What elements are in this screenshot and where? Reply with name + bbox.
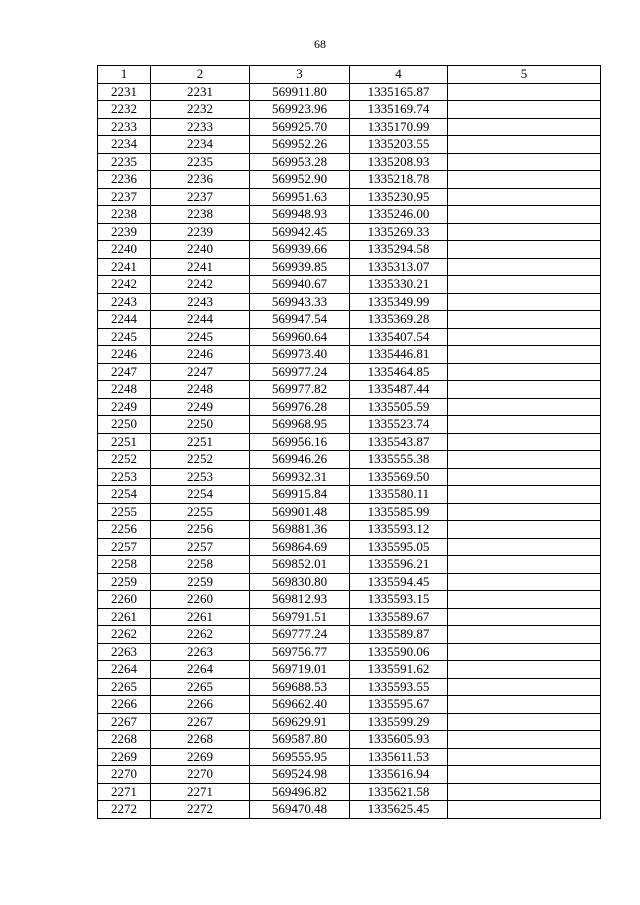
- table-cell: 1335294.58: [350, 241, 448, 259]
- page-number: 68: [314, 37, 326, 51]
- table-cell: [448, 503, 601, 521]
- table-cell: 2244: [98, 311, 151, 329]
- table-cell: 2247: [98, 363, 151, 381]
- table-cell: [448, 731, 601, 749]
- table-row: [98, 696, 601, 714]
- table-cell: 2254: [98, 486, 151, 504]
- table-cell: [448, 451, 601, 469]
- table-cell: 1335595.05: [350, 538, 448, 556]
- table-cell: [448, 643, 601, 661]
- table-cell: [448, 661, 601, 679]
- table-cell: 1335230.95: [350, 188, 448, 206]
- table-cell: 569947.54: [250, 311, 350, 329]
- table-row: [98, 731, 601, 749]
- table-cell: 569881.36: [250, 521, 350, 539]
- table-cell: 569719.01: [250, 661, 350, 679]
- table-row: [98, 363, 601, 381]
- table-cell: 1335595.67: [350, 696, 448, 714]
- table-cell: 2248: [98, 381, 151, 399]
- table-cell: [448, 276, 601, 294]
- table-cell: 2241: [151, 258, 250, 276]
- table-cell: 1335446.81: [350, 346, 448, 364]
- table-cell: 2272: [151, 801, 250, 819]
- table-row: [98, 153, 601, 171]
- table-cell: 2270: [98, 766, 151, 784]
- table-cell: 2250: [98, 416, 151, 434]
- table-cell: 2265: [151, 678, 250, 696]
- table-cell: 2261: [151, 608, 250, 626]
- table-cell: 1335590.06: [350, 643, 448, 661]
- table-cell: 1335621.58: [350, 783, 448, 801]
- table-cell: [448, 311, 601, 329]
- table-cell: 1335246.00: [350, 206, 448, 224]
- table-cell: 569973.40: [250, 346, 350, 364]
- table-row: [98, 626, 601, 644]
- table-row: [98, 346, 601, 364]
- table-cell: [448, 346, 601, 364]
- table-cell: 2266: [98, 696, 151, 714]
- table-cell: 2242: [151, 276, 250, 294]
- table-row: [98, 801, 601, 819]
- table-cell: [448, 573, 601, 591]
- table-cell: [448, 171, 601, 189]
- table-cell: 569953.28: [250, 153, 350, 171]
- coordinates-table: [97, 65, 601, 819]
- table-cell: 2271: [151, 783, 250, 801]
- table-cell: [448, 766, 601, 784]
- table-cell: 1335596.21: [350, 556, 448, 574]
- table-cell: 2256: [151, 521, 250, 539]
- table-cell: 1335625.45: [350, 801, 448, 819]
- table-cell: 2261: [98, 608, 151, 626]
- table-cell: [448, 486, 601, 504]
- table-cell: 1335407.54: [350, 328, 448, 346]
- table-cell: 2269: [98, 748, 151, 766]
- table-cell: 2254: [151, 486, 250, 504]
- table-cell: 569791.51: [250, 608, 350, 626]
- table-cell: 1335593.12: [350, 521, 448, 539]
- table-row: [98, 276, 601, 294]
- table-cell: 1335616.94: [350, 766, 448, 784]
- table-cell: 569952.26: [250, 136, 350, 154]
- table-cell: 569901.48: [250, 503, 350, 521]
- table-cell: 1335330.21: [350, 276, 448, 294]
- table-cell: 1335605.93: [350, 731, 448, 749]
- table-cell: 2252: [98, 451, 151, 469]
- table-row: [98, 171, 601, 189]
- table-cell: 2251: [151, 433, 250, 451]
- header-cell: 2: [151, 66, 250, 84]
- table-row: [98, 328, 601, 346]
- table-cell: 2255: [98, 503, 151, 521]
- header-cell: 1: [98, 66, 151, 84]
- table-cell: 569688.53: [250, 678, 350, 696]
- table-cell: 2243: [98, 293, 151, 311]
- table-cell: 569911.80: [250, 83, 350, 101]
- table-cell: 2248: [151, 381, 250, 399]
- table-cell: 569976.28: [250, 398, 350, 416]
- table-cell: 2255: [151, 503, 250, 521]
- table-cell: 2245: [151, 328, 250, 346]
- table-row: [98, 643, 601, 661]
- table-cell: 569662.40: [250, 696, 350, 714]
- table-cell: 569812.93: [250, 591, 350, 609]
- table-cell: 1335555.38: [350, 451, 448, 469]
- table-row: [98, 398, 601, 416]
- table-cell: 1335464.85: [350, 363, 448, 381]
- table-cell: 1335585.99: [350, 503, 448, 521]
- table-cell: 1335523.74: [350, 416, 448, 434]
- table-cell: [448, 468, 601, 486]
- table-cell: 569852.01: [250, 556, 350, 574]
- table-row: [98, 783, 601, 801]
- table-cell: [448, 713, 601, 731]
- header-cell: 4: [350, 66, 448, 84]
- table-row: [98, 188, 601, 206]
- table-row: [98, 608, 601, 626]
- table-cell: 2272: [98, 801, 151, 819]
- table-cell: 2237: [98, 188, 151, 206]
- table-cell: 2265: [98, 678, 151, 696]
- table-row: [98, 293, 601, 311]
- table-cell: 2257: [151, 538, 250, 556]
- table-cell: [448, 783, 601, 801]
- table-cell: 2259: [151, 573, 250, 591]
- table-row: [98, 573, 601, 591]
- table-cell: [448, 678, 601, 696]
- table-cell: [448, 538, 601, 556]
- table-cell: 2231: [151, 83, 250, 101]
- table-cell: 2271: [98, 783, 151, 801]
- table-cell: 569496.82: [250, 783, 350, 801]
- table-row: [98, 311, 601, 329]
- table-row: [98, 136, 601, 154]
- table-cell: 569629.91: [250, 713, 350, 731]
- table-cell: 1335165.87: [350, 83, 448, 101]
- table-cell: 569977.82: [250, 381, 350, 399]
- table-cell: [448, 398, 601, 416]
- table-cell: 2240: [151, 241, 250, 259]
- table-cell: 569951.63: [250, 188, 350, 206]
- table-cell: 2238: [151, 206, 250, 224]
- table-header: [98, 66, 601, 84]
- table-cell: 2258: [98, 556, 151, 574]
- table-cell: [448, 416, 601, 434]
- table-row: [98, 748, 601, 766]
- table-cell: 1335543.87: [350, 433, 448, 451]
- table-cell: [448, 153, 601, 171]
- table-cell: 1335593.55: [350, 678, 448, 696]
- table-cell: 2266: [151, 696, 250, 714]
- table-cell: 2246: [151, 346, 250, 364]
- table-cell: [448, 241, 601, 259]
- table-cell: 2269: [151, 748, 250, 766]
- table-cell: 2236: [151, 171, 250, 189]
- table-row: [98, 468, 601, 486]
- header-cell: 5: [448, 66, 601, 84]
- table-cell: 569942.45: [250, 223, 350, 241]
- table-cell: [448, 381, 601, 399]
- table-cell: 1335589.87: [350, 626, 448, 644]
- table-row: [98, 661, 601, 679]
- table-cell: 2268: [151, 731, 250, 749]
- table-cell: 2234: [98, 136, 151, 154]
- table-cell: [448, 591, 601, 609]
- table-cell: 569932.31: [250, 468, 350, 486]
- table-cell: 1335569.50: [350, 468, 448, 486]
- table-cell: 569939.66: [250, 241, 350, 259]
- table-cell: 2234: [151, 136, 250, 154]
- table-cell: 2257: [98, 538, 151, 556]
- table-cell: 569943.33: [250, 293, 350, 311]
- table-cell: 2268: [98, 731, 151, 749]
- table-cell: 569587.80: [250, 731, 350, 749]
- table-cell: 1335169.74: [350, 101, 448, 119]
- table-cell: 2241: [98, 258, 151, 276]
- table-cell: 1335203.55: [350, 136, 448, 154]
- table-cell: 1335218.78: [350, 171, 448, 189]
- table-cell: 2263: [98, 643, 151, 661]
- table-cell: 2258: [151, 556, 250, 574]
- table-cell: [448, 626, 601, 644]
- table-cell: 2253: [98, 468, 151, 486]
- table-cell: 2260: [98, 591, 151, 609]
- table-row: [98, 206, 601, 224]
- table-row: [98, 503, 601, 521]
- table-cell: [448, 801, 601, 819]
- table-cell: 1335580.11: [350, 486, 448, 504]
- table-cell: [448, 118, 601, 136]
- table-cell: 569777.24: [250, 626, 350, 644]
- table-row: [98, 433, 601, 451]
- table-row: [98, 83, 601, 101]
- table-cell: 1335593.15: [350, 591, 448, 609]
- table-cell: 1335269.33: [350, 223, 448, 241]
- table-cell: 569939.85: [250, 258, 350, 276]
- table-cell: [448, 521, 601, 539]
- table-row: [98, 241, 601, 259]
- table-cell: 2253: [151, 468, 250, 486]
- table-cell: 2240: [98, 241, 151, 259]
- table-cell: 2256: [98, 521, 151, 539]
- table-cell: 1335313.07: [350, 258, 448, 276]
- table-cell: 2245: [98, 328, 151, 346]
- table-cell: 2260: [151, 591, 250, 609]
- table-cell: 2232: [98, 101, 151, 119]
- table-row: [98, 416, 601, 434]
- table-cell: 2270: [151, 766, 250, 784]
- table-cell: 2235: [151, 153, 250, 171]
- table-cell: 2264: [151, 661, 250, 679]
- table-row: [98, 538, 601, 556]
- table-cell: 1335591.62: [350, 661, 448, 679]
- table-row: [98, 451, 601, 469]
- table-cell: [448, 696, 601, 714]
- table-row: [98, 713, 601, 731]
- table-cell: 1335505.59: [350, 398, 448, 416]
- table-cell: 2250: [151, 416, 250, 434]
- table-cell: 569940.67: [250, 276, 350, 294]
- table-cell: 2238: [98, 206, 151, 224]
- table-row: [98, 118, 601, 136]
- table-cell: 2252: [151, 451, 250, 469]
- table-cell: 569925.70: [250, 118, 350, 136]
- table-cell: 569524.98: [250, 766, 350, 784]
- table-cell: [448, 83, 601, 101]
- table-cell: 2233: [151, 118, 250, 136]
- table-body: [98, 83, 601, 818]
- table-cell: [448, 556, 601, 574]
- table-cell: 569470.48: [250, 801, 350, 819]
- table-cell: 1335369.28: [350, 311, 448, 329]
- table-cell: 569915.84: [250, 486, 350, 504]
- table-cell: [448, 608, 601, 626]
- table-cell: 2263: [151, 643, 250, 661]
- table-cell: 2233: [98, 118, 151, 136]
- table-row: [98, 556, 601, 574]
- table-row: [98, 101, 601, 119]
- table-cell: 2259: [98, 573, 151, 591]
- table-cell: 1335487.44: [350, 381, 448, 399]
- table-cell: [448, 328, 601, 346]
- table-cell: 569555.95: [250, 748, 350, 766]
- table-cell: 569952.90: [250, 171, 350, 189]
- table-cell: 1335170.99: [350, 118, 448, 136]
- table-cell: 569864.69: [250, 538, 350, 556]
- table-cell: 2237: [151, 188, 250, 206]
- table-cell: 2267: [151, 713, 250, 731]
- table-cell: 2239: [98, 223, 151, 241]
- table-cell: 2239: [151, 223, 250, 241]
- table-cell: [448, 188, 601, 206]
- table-cell: 2242: [98, 276, 151, 294]
- table-row: [98, 223, 601, 241]
- table-cell: 2246: [98, 346, 151, 364]
- table-row: [98, 381, 601, 399]
- table-cell: 2262: [98, 626, 151, 644]
- table-cell: 569756.77: [250, 643, 350, 661]
- table-cell: [448, 748, 601, 766]
- table-row: [98, 766, 601, 784]
- table-cell: 569946.26: [250, 451, 350, 469]
- table-cell: [448, 136, 601, 154]
- table-cell: 569977.24: [250, 363, 350, 381]
- table-row: [98, 678, 601, 696]
- header-row: [98, 66, 601, 84]
- table-cell: 2236: [98, 171, 151, 189]
- table-cell: 569948.93: [250, 206, 350, 224]
- table-cell: 1335349.99: [350, 293, 448, 311]
- table-cell: [448, 206, 601, 224]
- header-cell: 3: [250, 66, 350, 84]
- table-cell: 2235: [98, 153, 151, 171]
- table-cell: 1335589.67: [350, 608, 448, 626]
- table-cell: 2232: [151, 101, 250, 119]
- table-row: [98, 486, 601, 504]
- table-row: [98, 591, 601, 609]
- table-cell: 569830.80: [250, 573, 350, 591]
- table-cell: 569968.95: [250, 416, 350, 434]
- table-cell: [448, 293, 601, 311]
- table-cell: 569923.96: [250, 101, 350, 119]
- table-cell: 1335208.93: [350, 153, 448, 171]
- table-cell: 2267: [98, 713, 151, 731]
- table-cell: 1335599.29: [350, 713, 448, 731]
- table-cell: [448, 101, 601, 119]
- table-cell: 1335594.45: [350, 573, 448, 591]
- table-cell: 2264: [98, 661, 151, 679]
- table-cell: 569956.16: [250, 433, 350, 451]
- table-row: [98, 258, 601, 276]
- table-cell: [448, 363, 601, 381]
- table-cell: 1335611.53: [350, 748, 448, 766]
- table-cell: [448, 223, 601, 241]
- table-cell: 2249: [151, 398, 250, 416]
- table-cell: 2247: [151, 363, 250, 381]
- table-row: [98, 521, 601, 539]
- table-cell: [448, 433, 601, 451]
- table-cell: 2262: [151, 626, 250, 644]
- table-cell: 2251: [98, 433, 151, 451]
- table-cell: 2243: [151, 293, 250, 311]
- table-cell: 569960.64: [250, 328, 350, 346]
- table-cell: 2249: [98, 398, 151, 416]
- table-cell: 2231: [98, 83, 151, 101]
- table-cell: [448, 258, 601, 276]
- table-cell: 2244: [151, 311, 250, 329]
